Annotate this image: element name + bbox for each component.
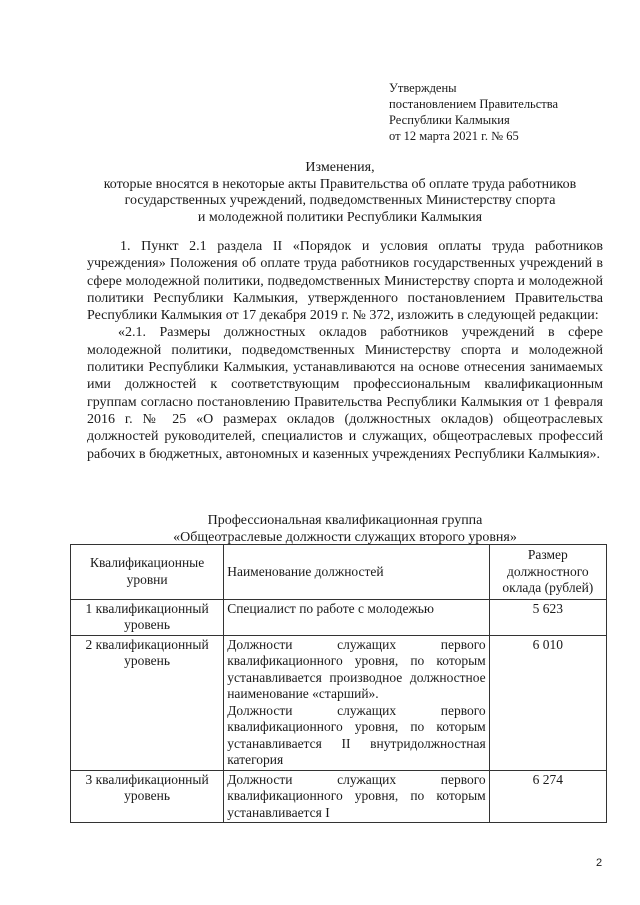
approval-line: Республики Калмыкия	[389, 113, 510, 127]
table-caption-line: «Общеотраслевые должности служащих второго уровня»	[173, 529, 517, 545]
paragraph-2: «2.1. Размеры должностных окладов работников учреждений в сфере молодежной политики, подведомственных Министерству спорта и молодежной политики Республики Калмыкия, устанавливаются на основе отнесения занимаемых ими должностей к соответствующим профессиональным квалификационным группам согласно постановлению Правительства Республики Калмыкия от 1 февраля 2016 г. № 25 «О размерах окладов (должностных окладов) общеотраслевых должностей руководителей, специалистов и служащих, общеотраслевых профессий рабочих в бюджетных, автономных и казенных учреждениях Республики Калмыкия».	[87, 325, 603, 462]
approval-stamp	[389, 80, 558, 144]
heading-line: и молодежной политики Республики Калмыкия	[197, 209, 483, 225]
position-text: Должности служащих первого квалификационного уровня, по которым устанавливается I	[227, 771, 486, 820]
cell-position	[224, 599, 489, 635]
page-number: 2	[596, 857, 603, 869]
table-row	[71, 770, 607, 823]
approval-line: постановлением Правительства	[389, 97, 559, 111]
cell-salary: 6 274	[489, 770, 606, 823]
table-header-row	[71, 545, 607, 600]
header-salary: Размер должностного оклада (рублей)	[489, 545, 606, 600]
heading-line: государственных учреждений, подведомственных Министерству спорта	[124, 193, 556, 208]
cell-level: 3 квалификационный уровень	[71, 770, 224, 823]
table-caption	[87, 513, 603, 546]
cell-position	[224, 770, 489, 823]
approval-line: от 12 марта 2021 г. № 65	[389, 129, 519, 143]
position-text: Специалист по работе с молодежью	[227, 600, 435, 616]
header-positions: Наименование должностей	[224, 545, 489, 600]
approval-line: Утверждены	[389, 81, 457, 95]
cell-salary: 5 623	[489, 599, 606, 635]
table-caption-line: Профессиональная квалификационная группа	[207, 513, 483, 528]
cell-position	[224, 635, 489, 770]
cell-salary: 6 010	[489, 635, 606, 770]
table-row	[71, 635, 607, 770]
position-text: Должности служащих первого квалификационного уровня, по которым устанавливается II внутридолжностная категория	[227, 702, 486, 767]
cell-level: 1 квалификационный уровень	[71, 599, 224, 635]
document-heading	[40, 160, 640, 226]
salary-table	[70, 544, 607, 823]
heading-title: Изменения,	[305, 160, 375, 175]
paragraph-1: 1. Пункт 2.1 раздела II «Порядок и условия оплаты труда работников учреждения» Положения об оплате труда работников государственных учреждений в сфере молодежной политики, подведомственных Министерству спорта и молодежной политики Республики Калмыкия, утвержденного постановлением Правительства Республики Калмыкия от 17 декабря 2019 г. № 372, изложить в следующей редакции:	[87, 239, 603, 324]
heading-line: которые вносятся в некоторые акты Правительства об оплате труда работников	[103, 176, 577, 192]
position-text: Должности служащих первого квалификационного уровня, по которым устанавливается производное должностное наименование «старший».	[227, 636, 486, 701]
cell-level: 2 квалификационный уровень	[71, 635, 224, 770]
header-levels: Квалификационные уровни	[71, 545, 224, 600]
document-body	[87, 238, 603, 463]
table-row	[71, 599, 607, 635]
